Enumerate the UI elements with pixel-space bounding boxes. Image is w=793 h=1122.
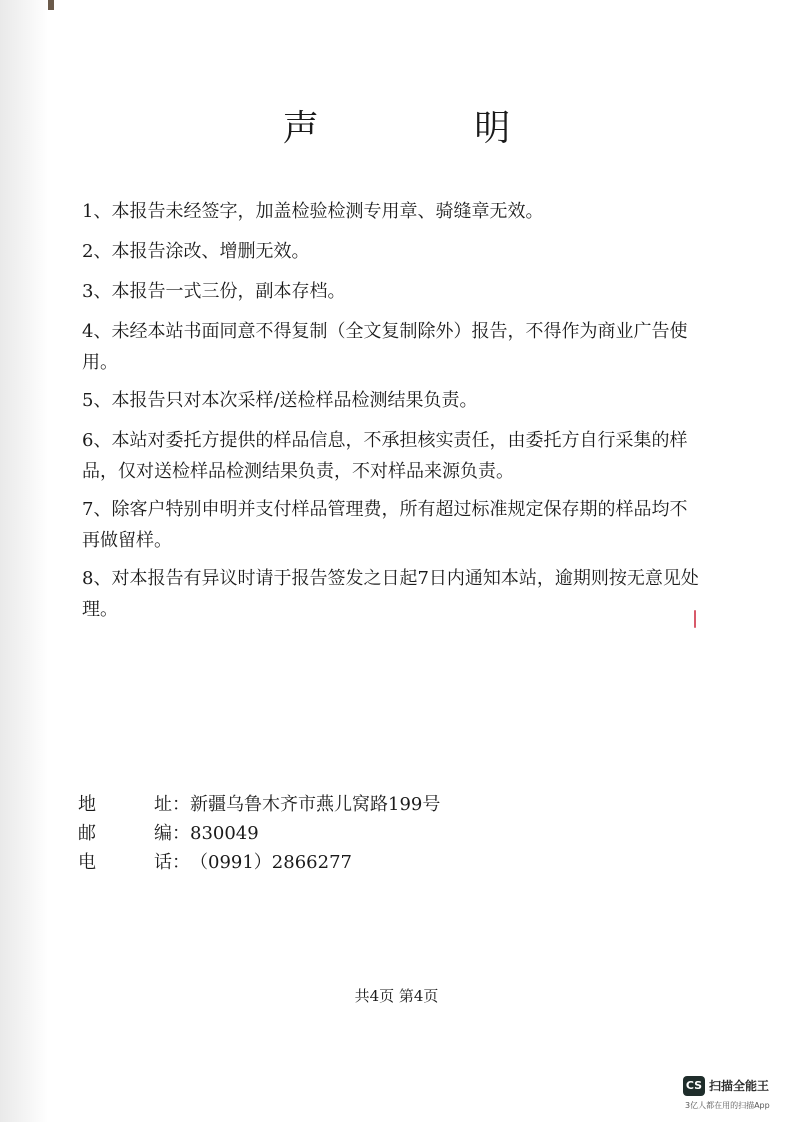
scan-corner-mark xyxy=(48,0,54,10)
clause-4: 4、未经本站书面同意不得复制（全文复制除外）报告，不得作为商业广告使用。 xyxy=(82,321,688,373)
clause-8: 8、对本报告有异议时请于报告签发之日起7日内通知本站，逾期则按无意见处理。 xyxy=(82,568,699,620)
postcode-value: 830049 xyxy=(190,823,259,844)
clause-5: 5、本报告只对本次采样/送检样品检测结果负责。 xyxy=(82,390,478,411)
page-number: 共4页 第4页 xyxy=(354,987,439,1005)
clause-7: 7、除客户特别申明并支付样品管理费，所有超过标准规定保存期的样品均不再做留样。 xyxy=(82,499,688,551)
phone-value: （0991）2866277 xyxy=(190,852,352,873)
contact-info xyxy=(78,790,578,877)
scanner-watermark xyxy=(683,1076,787,1116)
clause-3: 3、本报告一式三份，副本存档。 xyxy=(82,281,346,302)
address-row xyxy=(78,790,578,819)
statement-clauses xyxy=(82,196,702,634)
clause-2: 2、本报告涂改、增删无效。 xyxy=(82,241,310,262)
phone-label: 电 话： xyxy=(78,852,190,873)
postcode-label: 邮 编： xyxy=(78,823,190,844)
address-value: 新疆乌鲁木齐市燕儿窝路199号 xyxy=(190,794,441,815)
watermark-tagline: 3亿人都在用的扫描App xyxy=(685,1101,770,1110)
phone-row xyxy=(78,848,578,877)
postcode-row xyxy=(78,819,578,848)
scan-shadow-edge xyxy=(0,0,48,1122)
page-title: 声 明 xyxy=(282,108,583,149)
watermark-brand: 扫描全能王 xyxy=(709,1079,770,1093)
red-pen-mark xyxy=(694,610,696,628)
address-label: 地 址： xyxy=(78,794,190,815)
clause-1: 1、本报告未经签字，加盖检验检测专用章、骑缝章无效。 xyxy=(82,201,544,222)
camscanner-logo-icon: CS xyxy=(683,1076,705,1096)
clause-6: 6、本站对委托方提供的样品信息，不承担核实责任，由委托方自行采集的样品，仅对送检样品检测结果负责，不对样品来源负责。 xyxy=(82,430,688,482)
